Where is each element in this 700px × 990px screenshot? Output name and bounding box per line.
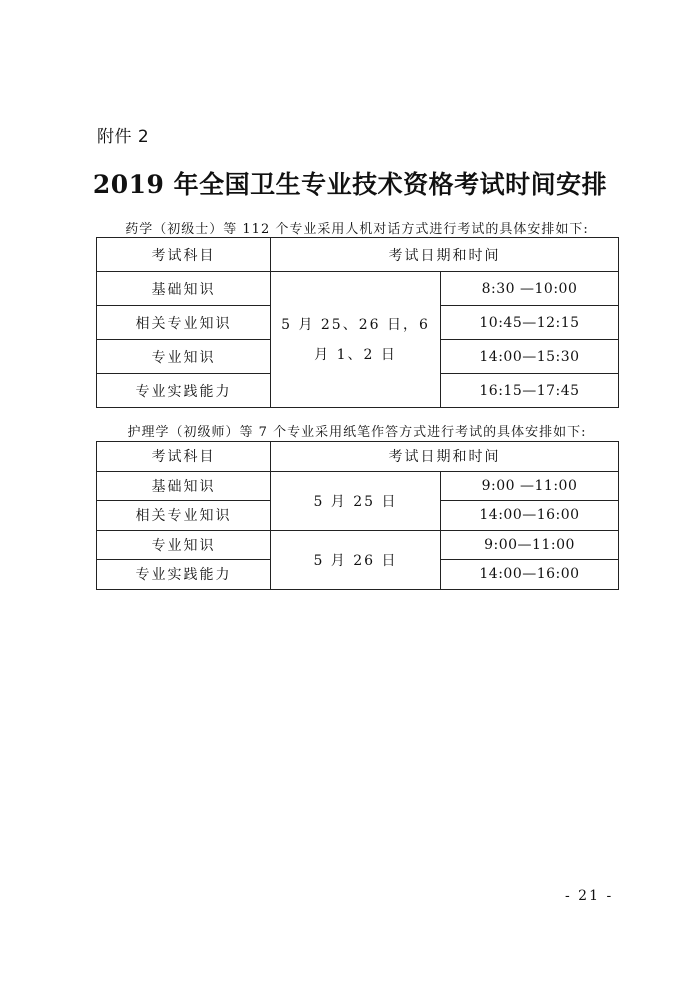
time-cell: 9:00—11:00 [441, 530, 619, 560]
time-cell: 16:15—17:45 [441, 374, 619, 408]
subject-cell: 相关专业知识 [97, 306, 271, 340]
table-header-row [97, 238, 619, 272]
table-row [97, 272, 619, 306]
subject-cell: 专业知识 [97, 340, 271, 374]
document-title: 2019 年全国卫生专业技术资格考试时间安排 [92, 170, 608, 199]
subject-cell: 基础知识 [97, 272, 271, 306]
schedule-table-paper [96, 441, 619, 590]
subject-cell: 专业实践能力 [97, 560, 271, 590]
time-cell: 14:00—16:00 [441, 560, 619, 590]
table-row [97, 471, 619, 501]
schedule-table-computer [96, 237, 619, 408]
subject-cell: 专业实践能力 [97, 374, 271, 408]
time-cell: 14:00—15:30 [441, 340, 619, 374]
subject-cell: 相关专业知识 [97, 501, 271, 531]
time-cell: 8:30 —10:00 [441, 272, 619, 306]
exam-date-cell: 5 月 25 日 [271, 471, 441, 530]
time-cell: 14:00—16:00 [441, 501, 619, 531]
attachment-label: 附件 2 [97, 127, 150, 147]
section1-caption: 药学（初级士）等 112 个专业采用人机对话方式进行考试的具体安排如下: [125, 222, 589, 237]
subject-cell: 专业知识 [97, 530, 271, 560]
time-cell: 9:00 —11:00 [441, 471, 619, 501]
subject-cell: 基础知识 [97, 471, 271, 501]
header-subject: 考试科目 [97, 238, 271, 272]
exam-date-cell: 5 月 25、26 日，6 月 1、2 日 [271, 272, 441, 408]
table-row [97, 530, 619, 560]
section2-caption: 护理学（初级师）等 7 个专业采用纸笔作答方式进行考试的具体安排如下: [127, 425, 587, 440]
time-cell: 10:45—12:15 [441, 306, 619, 340]
header-datetime: 考试日期和时间 [271, 238, 619, 272]
table-header-row [97, 442, 619, 472]
page-number: - 21 - [565, 888, 614, 904]
header-datetime: 考试日期和时间 [271, 442, 619, 472]
exam-date-cell: 5 月 26 日 [271, 530, 441, 589]
header-subject: 考试科目 [97, 442, 271, 472]
